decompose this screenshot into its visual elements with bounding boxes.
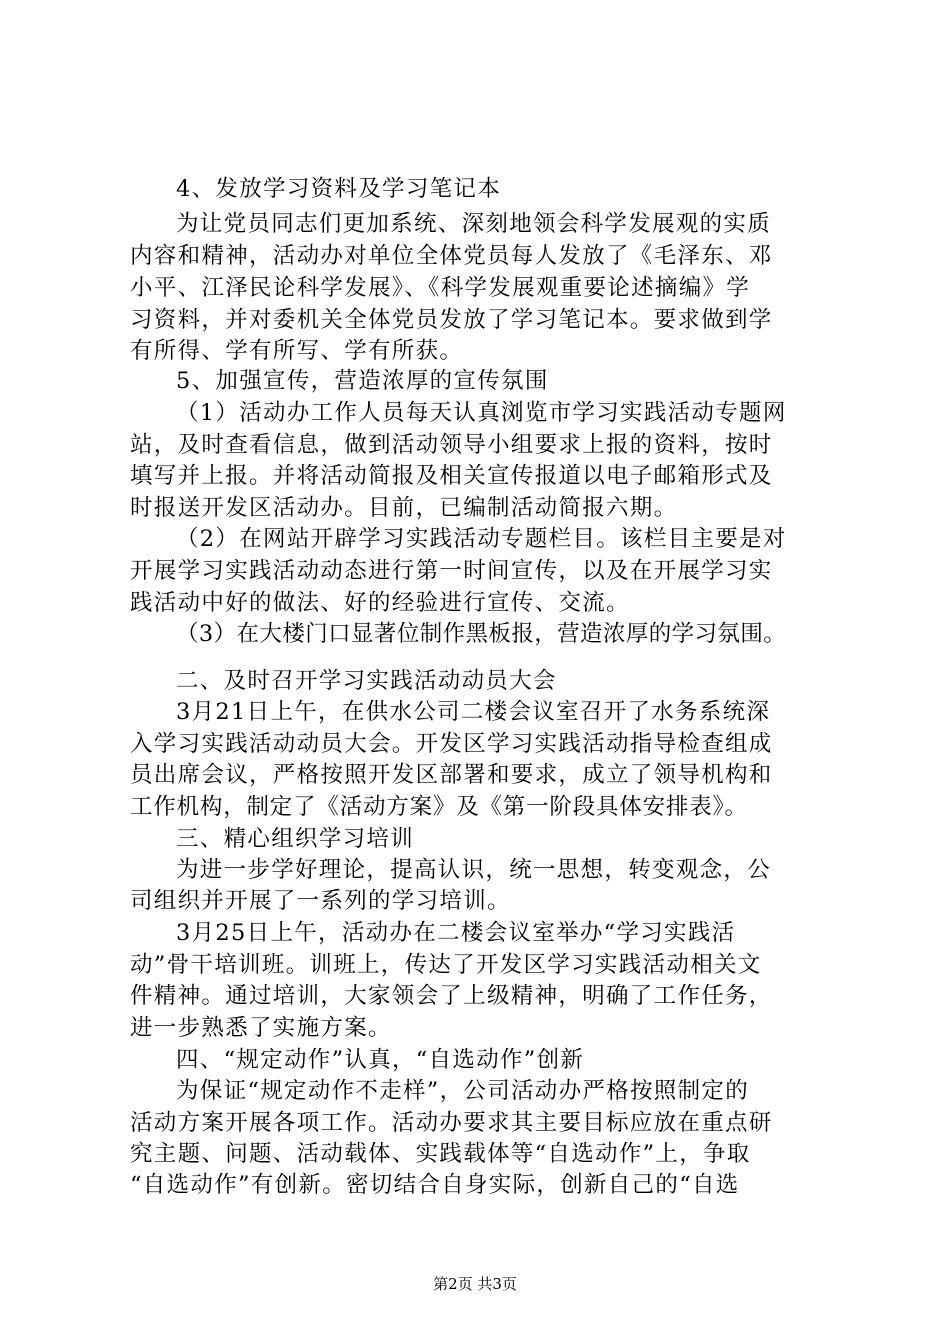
- subheading-distribute-materials: 4、发放学习资料及学习笔记本: [176, 176, 502, 202]
- paragraph-line: 员出席会议，严格按照开发区部署和要求，成立了领导机构和: [130, 762, 773, 788]
- paragraph-line: 为保证“规定动作不走样”，公司活动办严格按照制定的: [176, 1078, 750, 1104]
- paragraph-line: 动”骨干培训班。训班上，传达了开发区学习实践活动相关文: [130, 952, 762, 978]
- paragraph-line: 填写并上报。并将活动简报及相关宣传报道以电子邮箱形式及: [130, 463, 773, 489]
- paragraph-line: 进一步熟悉了实施方案。: [130, 1015, 392, 1041]
- paragraph-line: 活动方案开展各项工作。活动办要求其主要目标应放在重点研: [130, 1110, 773, 1136]
- paragraph-line: （3）在大楼门口显著位制作黑板报，营造浓厚的学习氛围。: [176, 621, 787, 647]
- paragraph-line: 究主题、问题、活动载体、实践载体等“自选动作”上，争取: [130, 1141, 751, 1167]
- paragraph-line: 入学习实践活动动员大会。开发区学习实践活动指导检查组成: [130, 731, 773, 757]
- paragraph-line: 小平、江泽民论科学发展》、《科学发展观重要论述摘编》学: [130, 275, 751, 301]
- paragraph-line: （2）在网站开辟学习实践活动专题栏目。该栏目主要是对: [176, 526, 787, 552]
- paragraph-line: 内容和精神，活动办对单位全体党员每人发放了《毛泽东、邓: [130, 243, 773, 269]
- paragraph-line: （1）活动办工作人员每天认真浏览市学习实践活动专题网: [176, 400, 787, 426]
- paragraph-line: 司组织并开展了一系列的学习培训。: [130, 888, 511, 914]
- paragraph-line: 习资料，并对委机关全体党员发放了学习笔记本。要求做到学: [130, 307, 773, 333]
- page-number-footer: 第2页 共3页: [433, 1275, 517, 1293]
- section-heading-actions: 四、“规定动作”认真，“自选动作”创新: [176, 1047, 585, 1073]
- paragraph-line: 3月21日上午，在供水公司二楼会议室召开了水务系统深: [176, 699, 771, 725]
- paragraph-line: 有所得、学有所写、学有所获。: [130, 338, 464, 364]
- paragraph-line: 3月25日上午，活动办在二楼会议室举办“学习实践活: [176, 920, 736, 946]
- paragraph-line: 件精神。通过培训，大家领会了上级精神，明确了工作任务，: [130, 983, 773, 1009]
- paragraph-line: 践活动中好的做法、好的经验进行宣传、交流。: [130, 590, 630, 616]
- subheading-publicity: 5、加强宣传，营造浓厚的宣传氛围: [176, 368, 549, 394]
- section-heading-mobilization: 二、及时召开学习实践活动动员大会: [176, 668, 557, 694]
- paragraph-line: 工作机构，制定了《活动方案》及《第一阶段具体安排表》。: [130, 794, 748, 820]
- paragraph-line: 为进一步学好理论，提高认识，统一思想，转变观念，公: [176, 857, 772, 883]
- paragraph-line: 站，及时查看信息，做到活动领导小组要求上报的资料，按时: [130, 432, 773, 458]
- paragraph-line: 时报送开发区活动办。目前，已编制活动简报六期。: [130, 495, 678, 521]
- paragraph-line: 开展学习实践活动动态进行第一时间宣传，以及在开展学习实: [130, 558, 773, 584]
- paragraph-line: 为让党员同志们更加系统、深刻地领会科学发展观的实质: [176, 211, 772, 237]
- section-heading-training: 三、精心组织学习培训: [176, 826, 415, 852]
- paragraph-line: “自选动作”有创新。密切结合自身实际，创新自己的“自选: [130, 1172, 740, 1198]
